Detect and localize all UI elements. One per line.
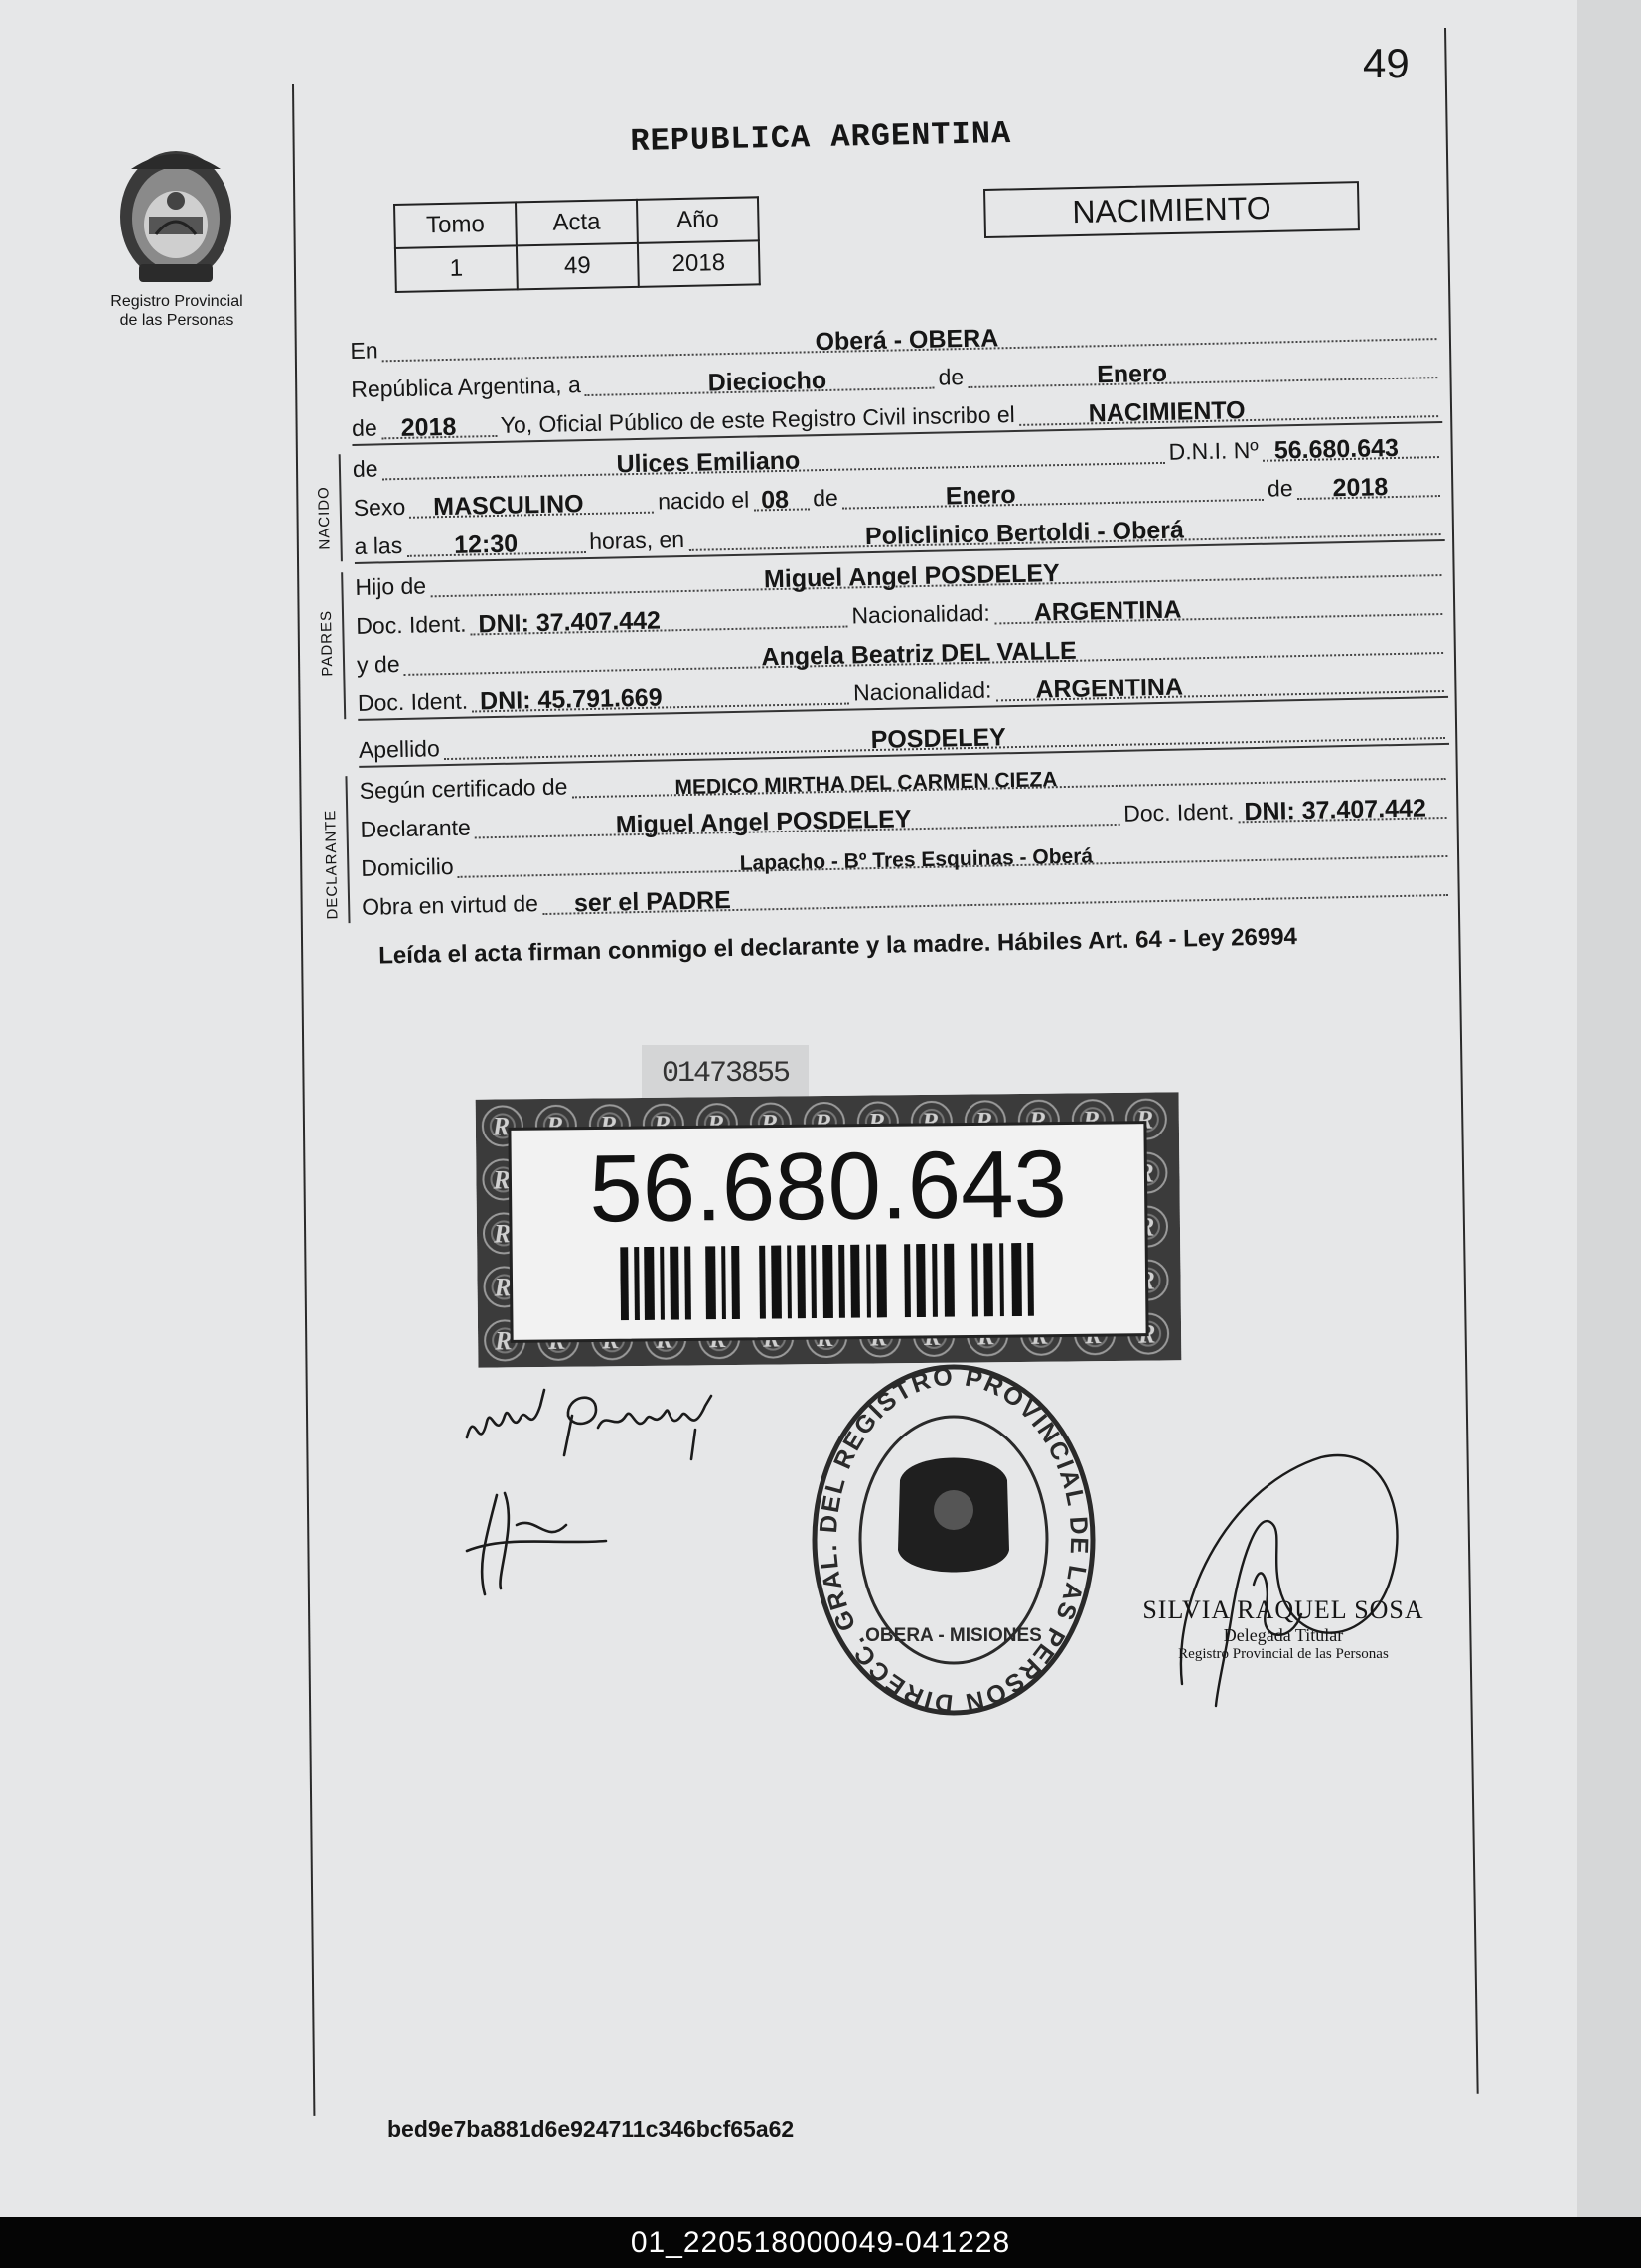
label-nacido-el: nacido el xyxy=(657,486,750,515)
document-hash: bed9e7ba881d6e924711c346bcf65a62 xyxy=(387,2116,795,2142)
value-mother-doc: DNI: 45.791.669 xyxy=(479,683,663,716)
serial-stamp: 01473855 xyxy=(642,1045,809,1103)
footer-document-id: 01_220518000049-041228 xyxy=(0,2217,1641,2268)
barcode-icon xyxy=(620,1243,1038,1320)
label-apellido: Apellido xyxy=(358,735,440,763)
section-label-padres: PADRES xyxy=(317,609,337,677)
value-birth-time: 12:30 xyxy=(453,529,519,559)
value-day-text: Dieciocho xyxy=(707,366,827,397)
value-birth-day: 08 xyxy=(760,485,790,515)
label-domicilio: Domicilio xyxy=(361,852,454,881)
seal-bottom-text: OBERA - MISIONES xyxy=(865,1625,1042,1646)
value-declarante-name: Miguel Angel POSDELEY xyxy=(615,805,912,839)
label-certificado: Según certificado de xyxy=(359,773,568,804)
label-horas-en: horas, en xyxy=(588,526,685,554)
record-table-header-row xyxy=(394,197,759,248)
value-mother-nationality: ARGENTINA xyxy=(1035,673,1184,704)
value-birth-month: Enero xyxy=(945,480,1016,511)
section-label-declarante: DECLARANTE xyxy=(322,809,342,920)
country-title: REPUBLICA ARGENTINA xyxy=(630,114,1012,160)
value-mother-name: Angela Beatriz DEL VALLE xyxy=(761,636,1077,672)
registry-logo-icon xyxy=(111,139,240,288)
page-edge-shadow xyxy=(1577,0,1641,2217)
value-record-type: NACIMIENTO xyxy=(1088,396,1246,428)
value-father-name: Miguel Angel POSDELEY xyxy=(763,559,1060,594)
value-father-doc: DNI: 37.407.442 xyxy=(478,606,662,639)
header-acta: Acta xyxy=(516,200,638,246)
label-hijo-de: Hijo de xyxy=(355,572,427,600)
id-number-sticker xyxy=(476,1092,1182,1367)
label-mother-doc: Doc. Ident. xyxy=(357,687,469,716)
seal-text: DIRECC. GRAL. DEL REGISTRO PROVINCIAL DE LAS PERSON xyxy=(814,1362,1094,1718)
section-nacido xyxy=(315,423,1444,564)
label-de-year: de xyxy=(351,414,377,441)
label-obra: Obra en virtud de xyxy=(361,890,539,920)
value-tomo: 1 xyxy=(395,245,518,292)
value-acta: 49 xyxy=(517,243,639,290)
registry-caption xyxy=(95,292,258,330)
value-apellido: POSDELEY xyxy=(870,723,1007,755)
label-mother-nationality: Nacionalidad: xyxy=(852,677,992,706)
right-margin-line xyxy=(1444,28,1479,2094)
value-year: 2018 xyxy=(400,412,457,442)
left-margin-line xyxy=(292,84,315,2116)
label-de-name: de xyxy=(352,455,378,482)
official-text: Yo, Oficial Público de este Registro Civil inscribo el xyxy=(500,400,1016,438)
label-republica: República Argentina, a xyxy=(351,372,581,402)
page-number: 49 xyxy=(1363,40,1410,86)
value-obra: ser el PADRE xyxy=(573,886,732,918)
section-padres xyxy=(317,541,1448,721)
official-org: Registro Provincial de las Personas xyxy=(1178,1646,1389,1662)
value-birth-place: Policlinico Bertoldi - Oberá xyxy=(864,516,1185,551)
label-declarante: Declarante xyxy=(360,814,472,842)
value-child-dni: 56.680.643 xyxy=(1273,433,1400,465)
value-child-name: Ulices Emiliano xyxy=(616,446,801,479)
value-place: Oberá - OBERA xyxy=(815,324,999,357)
value-sexo: MASCULINO xyxy=(432,490,584,522)
observations-text: Leída el acta firman conmigo el declarante y la madre. Hábiles Art. 64 - Ley 26994 xyxy=(377,923,1298,970)
record-table-value-row xyxy=(395,240,760,292)
label-de-birth-month: de xyxy=(812,484,839,512)
label-sexo: Sexo xyxy=(353,493,406,521)
label-dni: D.N.I. Nº xyxy=(1168,436,1260,465)
value-ano: 2018 xyxy=(638,240,760,287)
value-certificado: MEDICO MIRTHA DEL CARMEN CIEZA xyxy=(674,768,1058,800)
certificate-form xyxy=(315,305,1453,973)
label-de-birth-year: de xyxy=(1267,475,1293,502)
id-sticker-number: 56.680.643 xyxy=(588,1131,1068,1243)
value-declarante-doc: DNI: 37.407.442 xyxy=(1244,794,1427,827)
official-role: Delegada Titular xyxy=(1223,1625,1344,1645)
value-father-nationality: ARGENTINA xyxy=(1033,595,1182,627)
official-oval-seal-icon xyxy=(805,1361,1103,1723)
section-declarante xyxy=(322,745,1452,923)
label-en: En xyxy=(350,337,378,364)
official-block xyxy=(1124,1595,1442,1663)
label-y-de: y de xyxy=(356,651,400,678)
value-birth-year: 2018 xyxy=(1332,473,1389,503)
section-label-nacido: NACIDO xyxy=(315,486,334,550)
value-month-text: Enero xyxy=(1096,359,1168,389)
label-de-month: de xyxy=(938,364,965,390)
document-type-box: NACIMIENTO xyxy=(983,181,1360,238)
label-father-doc: Doc. Ident. xyxy=(356,610,467,639)
header-ano: Año xyxy=(637,197,759,243)
handwritten-signature-official-icon xyxy=(1162,1445,1411,1714)
official-name: SILVIA RAQUEL SOSA xyxy=(1142,1595,1424,1624)
label-declarante-doc: Doc. Ident. xyxy=(1122,798,1235,827)
label-a-las: a las xyxy=(354,531,403,559)
header-tomo: Tomo xyxy=(394,202,517,248)
value-domicilio: Lapacho - Bº Tres Esquinas - Oberá xyxy=(739,844,1094,875)
label-father-nationality: Nacionalidad: xyxy=(851,599,991,629)
handwritten-signature-posdeley-icon xyxy=(457,1376,795,1604)
record-number-table xyxy=(393,196,761,293)
registry-caption-line2: de las Personas xyxy=(119,312,234,329)
registry-caption-line1: Registro Provincial xyxy=(110,293,243,310)
